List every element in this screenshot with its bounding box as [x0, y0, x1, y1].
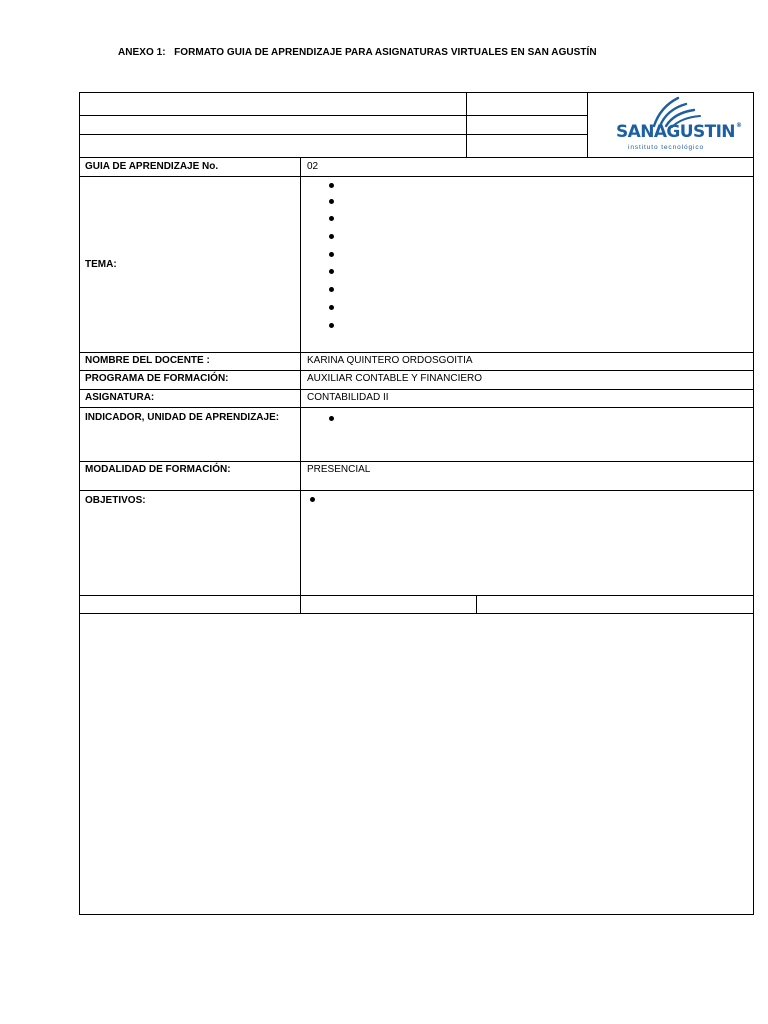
- label-column-divider: [300, 157, 301, 614]
- bullet: [329, 183, 334, 188]
- bullet: [329, 287, 334, 292]
- guia-value: 02: [307, 161, 319, 172]
- header-column-divider: [466, 92, 467, 158]
- footer-column-divider: [476, 595, 477, 614]
- header-column-divider: [587, 92, 588, 158]
- guia-label: GUIA DE APRENDIZAJE No.: [85, 161, 219, 172]
- logo-subtitle: instituto tecnológico: [628, 144, 704, 151]
- logo-wordmark: SANAGUSTIN®: [616, 122, 742, 142]
- table-border-right: [753, 92, 754, 915]
- bullet: [329, 416, 334, 421]
- header-bottom-line: [79, 157, 754, 158]
- asignatura-label: ASIGNATURA:: [85, 392, 155, 403]
- row-divider: [79, 407, 754, 408]
- bullet: [329, 269, 334, 274]
- header-row-divider: [79, 115, 587, 116]
- row-divider: [79, 461, 754, 462]
- bullet: [329, 323, 334, 328]
- table-border-left: [79, 92, 80, 915]
- objetivos-label: OBJETIVOS:: [85, 495, 146, 506]
- row-divider: [79, 176, 754, 177]
- document-title: ANEXO 1: FORMATO GUIA DE APRENDIZAJE PARA ASIGNATURAS VIRTUALES EN SAN AGUSTÍN: [118, 47, 597, 58]
- tema-label: TEMA:: [85, 259, 117, 270]
- programa-label: PROGRAMA DE FORMACIÓN:: [85, 373, 229, 384]
- indicador-label: INDICADOR, UNIDAD DE APRENDIZAJE:: [85, 412, 280, 423]
- san-agustin-logo: [614, 96, 742, 156]
- row-divider: [79, 352, 754, 353]
- row-divider: [79, 490, 754, 491]
- row-divider: [79, 370, 754, 371]
- programa-value: AUXILIAR CONTABLE Y FINANCIERO: [307, 373, 483, 384]
- table-border-top: [79, 92, 754, 93]
- row-divider: [79, 595, 754, 596]
- docente-label: NOMBRE DEL DOCENTE :: [85, 355, 210, 366]
- bullet: [329, 305, 334, 310]
- row-divider: [79, 389, 754, 390]
- asignatura-value: CONTABILIDAD II: [307, 392, 389, 403]
- header-row-divider: [79, 134, 587, 135]
- table-border-bottom: [79, 914, 754, 915]
- bullet: [329, 234, 334, 239]
- modalidad-label: MODALIDAD DE FORMACIÓN:: [85, 464, 231, 475]
- bullet: [329, 216, 334, 221]
- bullet: [329, 199, 334, 204]
- row-divider: [79, 613, 754, 614]
- bullet: [329, 252, 334, 257]
- modalidad-value: PRESENCIAL: [307, 464, 371, 475]
- bullet: [310, 497, 315, 502]
- docente-value: KARINA QUINTERO ORDOSGOITIA: [307, 355, 473, 366]
